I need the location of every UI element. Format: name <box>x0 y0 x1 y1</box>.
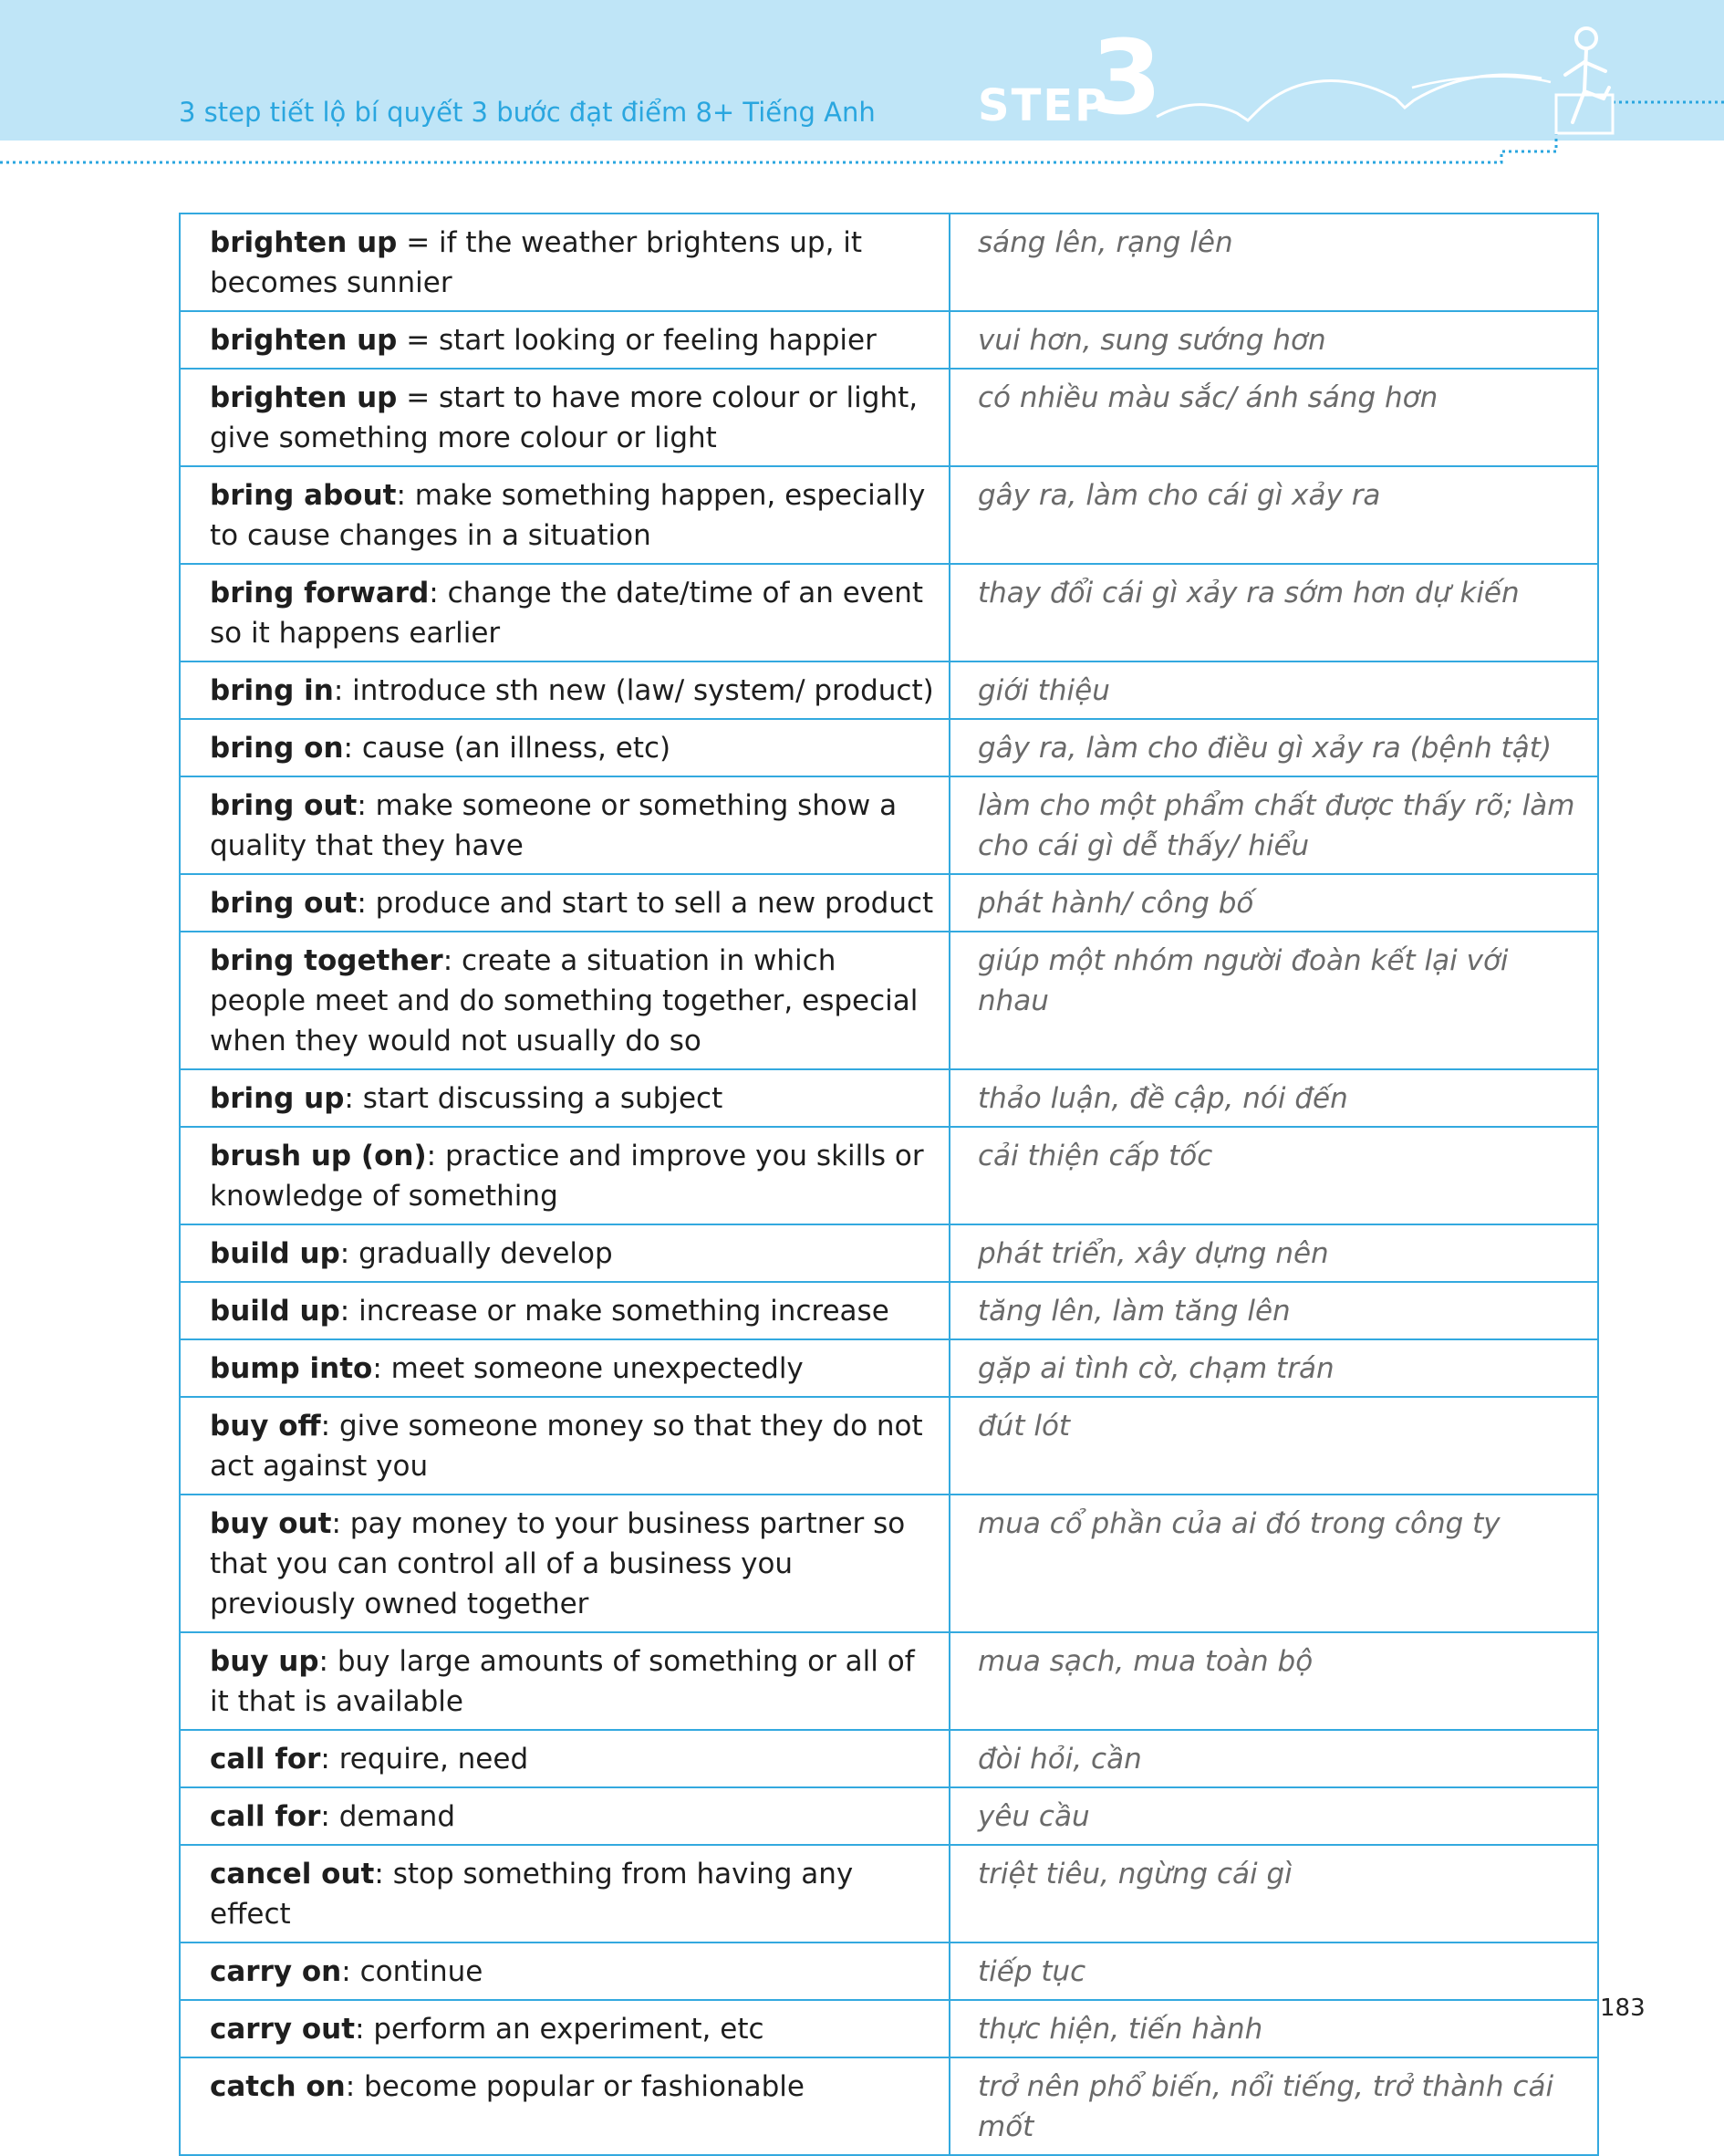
definition-text: make something happen, especially to cause changes in a situation <box>210 479 926 552</box>
table-row <box>180 466 1598 564</box>
definition-text: if the weather brightens up, it becomes sunnier <box>210 226 863 299</box>
translation-cell: có nhiều màu sắc/ ánh sáng hơn <box>950 369 1598 466</box>
definition-cell <box>180 719 950 776</box>
translation-cell: yêu cầu <box>950 1787 1598 1845</box>
translation-cell: giúp một nhóm người đoàn kết lại với nhau <box>950 932 1598 1069</box>
translation-cell: phát hành/ công bố <box>950 874 1598 932</box>
definition-cell <box>180 1632 950 1730</box>
term-separator: = <box>397 324 440 357</box>
phrasal-verb-term: buy up <box>210 1645 319 1678</box>
definition-text: continue <box>359 1955 483 1988</box>
table-row <box>180 1787 1598 1845</box>
table-row <box>180 2057 1598 2155</box>
table-row <box>180 214 1598 311</box>
stick-figure-icon <box>1565 28 1609 122</box>
definition-text: produce and start to sell a new product <box>375 887 934 920</box>
table-row <box>180 1397 1598 1495</box>
definition-text: meet someone unexpectedly <box>390 1352 804 1385</box>
phrasal-verb-term: brighten up <box>210 324 398 357</box>
phrasal-verb-term: cancel out <box>210 1858 375 1890</box>
term-separator: = <box>397 381 440 414</box>
translation-cell: đút lót <box>950 1397 1598 1495</box>
term-separator: : <box>343 732 362 765</box>
header-decoration <box>0 0 1724 182</box>
phrasal-verb-term: carry on <box>210 1955 342 1988</box>
phrasal-verb-term: bring together <box>210 944 443 977</box>
term-separator: : <box>331 1507 350 1540</box>
table-row <box>180 661 1598 719</box>
term-separator: : <box>339 1295 359 1328</box>
translation-cell: thảo luận, đề cập, nói đến <box>950 1069 1598 1127</box>
definition-cell <box>180 1942 950 2000</box>
table-row <box>180 1127 1598 1224</box>
definition-cell <box>180 369 950 466</box>
definition-cell <box>180 466 950 564</box>
definition-cell <box>180 564 950 661</box>
term-separator: : <box>344 1082 363 1115</box>
translation-cell: gây ra, làm cho điều gì xảy ra (bệnh tật) <box>950 719 1598 776</box>
phrasal-verb-term: carry out <box>210 2013 356 2046</box>
phrasal-verb-term: buy out <box>210 1507 332 1540</box>
page-number: 183 <box>1600 1995 1646 2022</box>
term-separator: : <box>372 1352 391 1385</box>
translation-cell: sáng lên, rạng lên <box>950 214 1598 311</box>
translation-cell: tăng lên, làm tăng lên <box>950 1282 1598 1339</box>
phrasal-verb-term: bring out <box>210 887 358 920</box>
definition-text: introduce sth new (law/ system/ product) <box>352 674 934 707</box>
phrasal-verb-term: bump into <box>210 1352 373 1385</box>
definition-text: perform an experiment, etc <box>373 2013 764 2046</box>
term-separator: : <box>339 1237 359 1270</box>
phrasal-verb-term: call for <box>210 1800 321 1833</box>
term-separator: : <box>320 1743 339 1776</box>
step-number: 3 <box>1091 19 1162 138</box>
definition-text: practice and improve you skills or knowledge of something <box>210 1140 924 1213</box>
definition-cell <box>180 214 950 311</box>
definition-cell <box>180 1495 950 1632</box>
translation-cell: mua sạch, mua toàn bộ <box>950 1632 1598 1730</box>
translation-cell: triệt tiêu, ngừng cái gì <box>950 1845 1598 1942</box>
phrasal-verb-term: brighten up <box>210 226 398 259</box>
definition-cell <box>180 2057 950 2155</box>
term-separator: : <box>341 1955 360 1988</box>
term-separator: : <box>429 577 448 609</box>
definition-text: require, need <box>338 1743 529 1776</box>
table-row <box>180 874 1598 932</box>
definition-cell <box>180 1845 950 1942</box>
phrasal-verb-term: brush up (on) <box>210 1140 427 1172</box>
definition-cell <box>180 661 950 719</box>
term-separator: : <box>345 2070 365 2103</box>
definition-cell <box>180 2000 950 2057</box>
phrasal-verb-term: build up <box>210 1295 340 1328</box>
phrasal-verb-term: bring up <box>210 1082 345 1115</box>
phrasal-verb-table <box>179 213 1599 2156</box>
definition-text: gradually develop <box>358 1237 613 1270</box>
translation-cell: tiếp tục <box>950 1942 1598 2000</box>
table-row <box>180 932 1598 1069</box>
definition-cell <box>180 874 950 932</box>
definition-cell <box>180 311 950 369</box>
definition-text: start discussing a subject <box>362 1082 723 1115</box>
translation-cell: thực hiện, tiến hành <box>950 2000 1598 2057</box>
translation-cell: cải thiện cấp tốc <box>950 1127 1598 1224</box>
table-row <box>180 1282 1598 1339</box>
term-separator: : <box>320 1410 339 1443</box>
definition-cell <box>180 1127 950 1224</box>
definition-text: increase or make something increase <box>358 1295 889 1328</box>
term-separator: : <box>396 479 415 512</box>
translation-cell: gặp ai tình cờ, chạm trán <box>950 1339 1598 1397</box>
header-subtitle: 3 step tiết lộ bí quyết 3 bước đạt điểm 8+ Tiếng Anh <box>179 97 876 128</box>
definition-text: start looking or feeling happier <box>439 324 877 357</box>
table-row <box>180 1632 1598 1730</box>
term-separator: : <box>426 1140 445 1172</box>
phrasal-verb-term: brighten up <box>210 381 398 414</box>
swirl-arcs <box>1157 75 1542 120</box>
definition-text: start to have more colour or light, give something more colour or light <box>210 381 919 454</box>
definition-cell <box>180 1282 950 1339</box>
table-row <box>180 1495 1598 1632</box>
phrasal-verb-term: bring about <box>210 479 397 512</box>
definition-text: stop something from having any effect <box>210 1858 854 1931</box>
translation-cell: mua cổ phần của ai đó trong công ty <box>950 1495 1598 1632</box>
definition-text: make someone or something show a quality that they have <box>210 789 898 862</box>
translation-cell: làm cho một phẩm chất được thấy rõ; làm cho cái gì dễ thấy/ hiểu <box>950 776 1598 874</box>
term-separator: : <box>333 674 353 707</box>
table-row <box>180 369 1598 466</box>
phrasal-verb-term: bring on <box>210 732 344 765</box>
definition-cell <box>180 932 950 1069</box>
term-separator: : <box>357 887 376 920</box>
definition-cell <box>180 1339 950 1397</box>
term-separator: : <box>318 1645 338 1678</box>
term-separator: : <box>355 2013 374 2046</box>
phrasal-verb-term: bring forward <box>210 577 430 609</box>
translation-cell: trở nên phổ biến, nổi tiếng, trở thành cái mốt <box>950 2057 1598 2155</box>
definition-text: pay money to your business partner so that you can control all of a business you previously owned together <box>210 1507 906 1620</box>
phrasal-verb-term: call for <box>210 1743 321 1776</box>
phrasal-verb-table-body <box>180 214 1598 2155</box>
table-row <box>180 1069 1598 1127</box>
phrasal-verb-term: build up <box>210 1237 340 1270</box>
translation-cell: giới thiệu <box>950 661 1598 719</box>
translation-cell: phát triển, xây dựng nên <box>950 1224 1598 1282</box>
table-row <box>180 1224 1598 1282</box>
table-row <box>180 776 1598 874</box>
table-row <box>180 1339 1598 1397</box>
definition-text: cause (an illness, etc) <box>361 732 671 765</box>
definition-text: become popular or fashionable <box>364 2070 805 2103</box>
definition-cell <box>180 1787 950 1845</box>
table-row <box>180 719 1598 776</box>
translation-cell: đòi hỏi, cần <box>950 1730 1598 1787</box>
phrasal-verb-term: bring out <box>210 789 358 822</box>
definition-text: demand <box>338 1800 456 1833</box>
definition-cell <box>180 1730 950 1787</box>
definition-text: buy large amounts of something or all of it that is available <box>210 1645 915 1718</box>
table-row <box>180 311 1598 369</box>
term-separator: : <box>442 944 462 977</box>
definition-text: create a situation in which people meet and do something together, especial when they would not usually do so <box>210 944 919 1057</box>
definition-text: give someone money so that they do not act against you <box>210 1410 923 1483</box>
table-row <box>180 2000 1598 2057</box>
translation-cell: thay đổi cái gì xảy ra sớm hơn dự kiến <box>950 564 1598 661</box>
term-separator: = <box>397 226 440 259</box>
term-separator: : <box>374 1858 393 1890</box>
phrasal-verb-term: catch on <box>210 2070 346 2103</box>
definition-cell <box>180 1069 950 1127</box>
translation-cell: gây ra, làm cho cái gì xảy ra <box>950 466 1598 564</box>
table-row <box>180 1730 1598 1787</box>
definition-cell <box>180 776 950 874</box>
phrasal-verb-term: bring in <box>210 674 334 707</box>
definition-cell <box>180 1397 950 1495</box>
table-row <box>180 1845 1598 1942</box>
definition-text: change the date/time of an event so it happens earlier <box>210 577 924 650</box>
term-separator: : <box>357 789 376 822</box>
step-label: STEP <box>978 80 1109 131</box>
definition-cell <box>180 1224 950 1282</box>
term-separator: : <box>320 1800 339 1833</box>
table-row <box>180 1942 1598 2000</box>
table-row <box>180 564 1598 661</box>
phrasal-verb-term: buy off <box>210 1410 321 1443</box>
translation-cell: vui hơn, sung sướng hơn <box>950 311 1598 369</box>
